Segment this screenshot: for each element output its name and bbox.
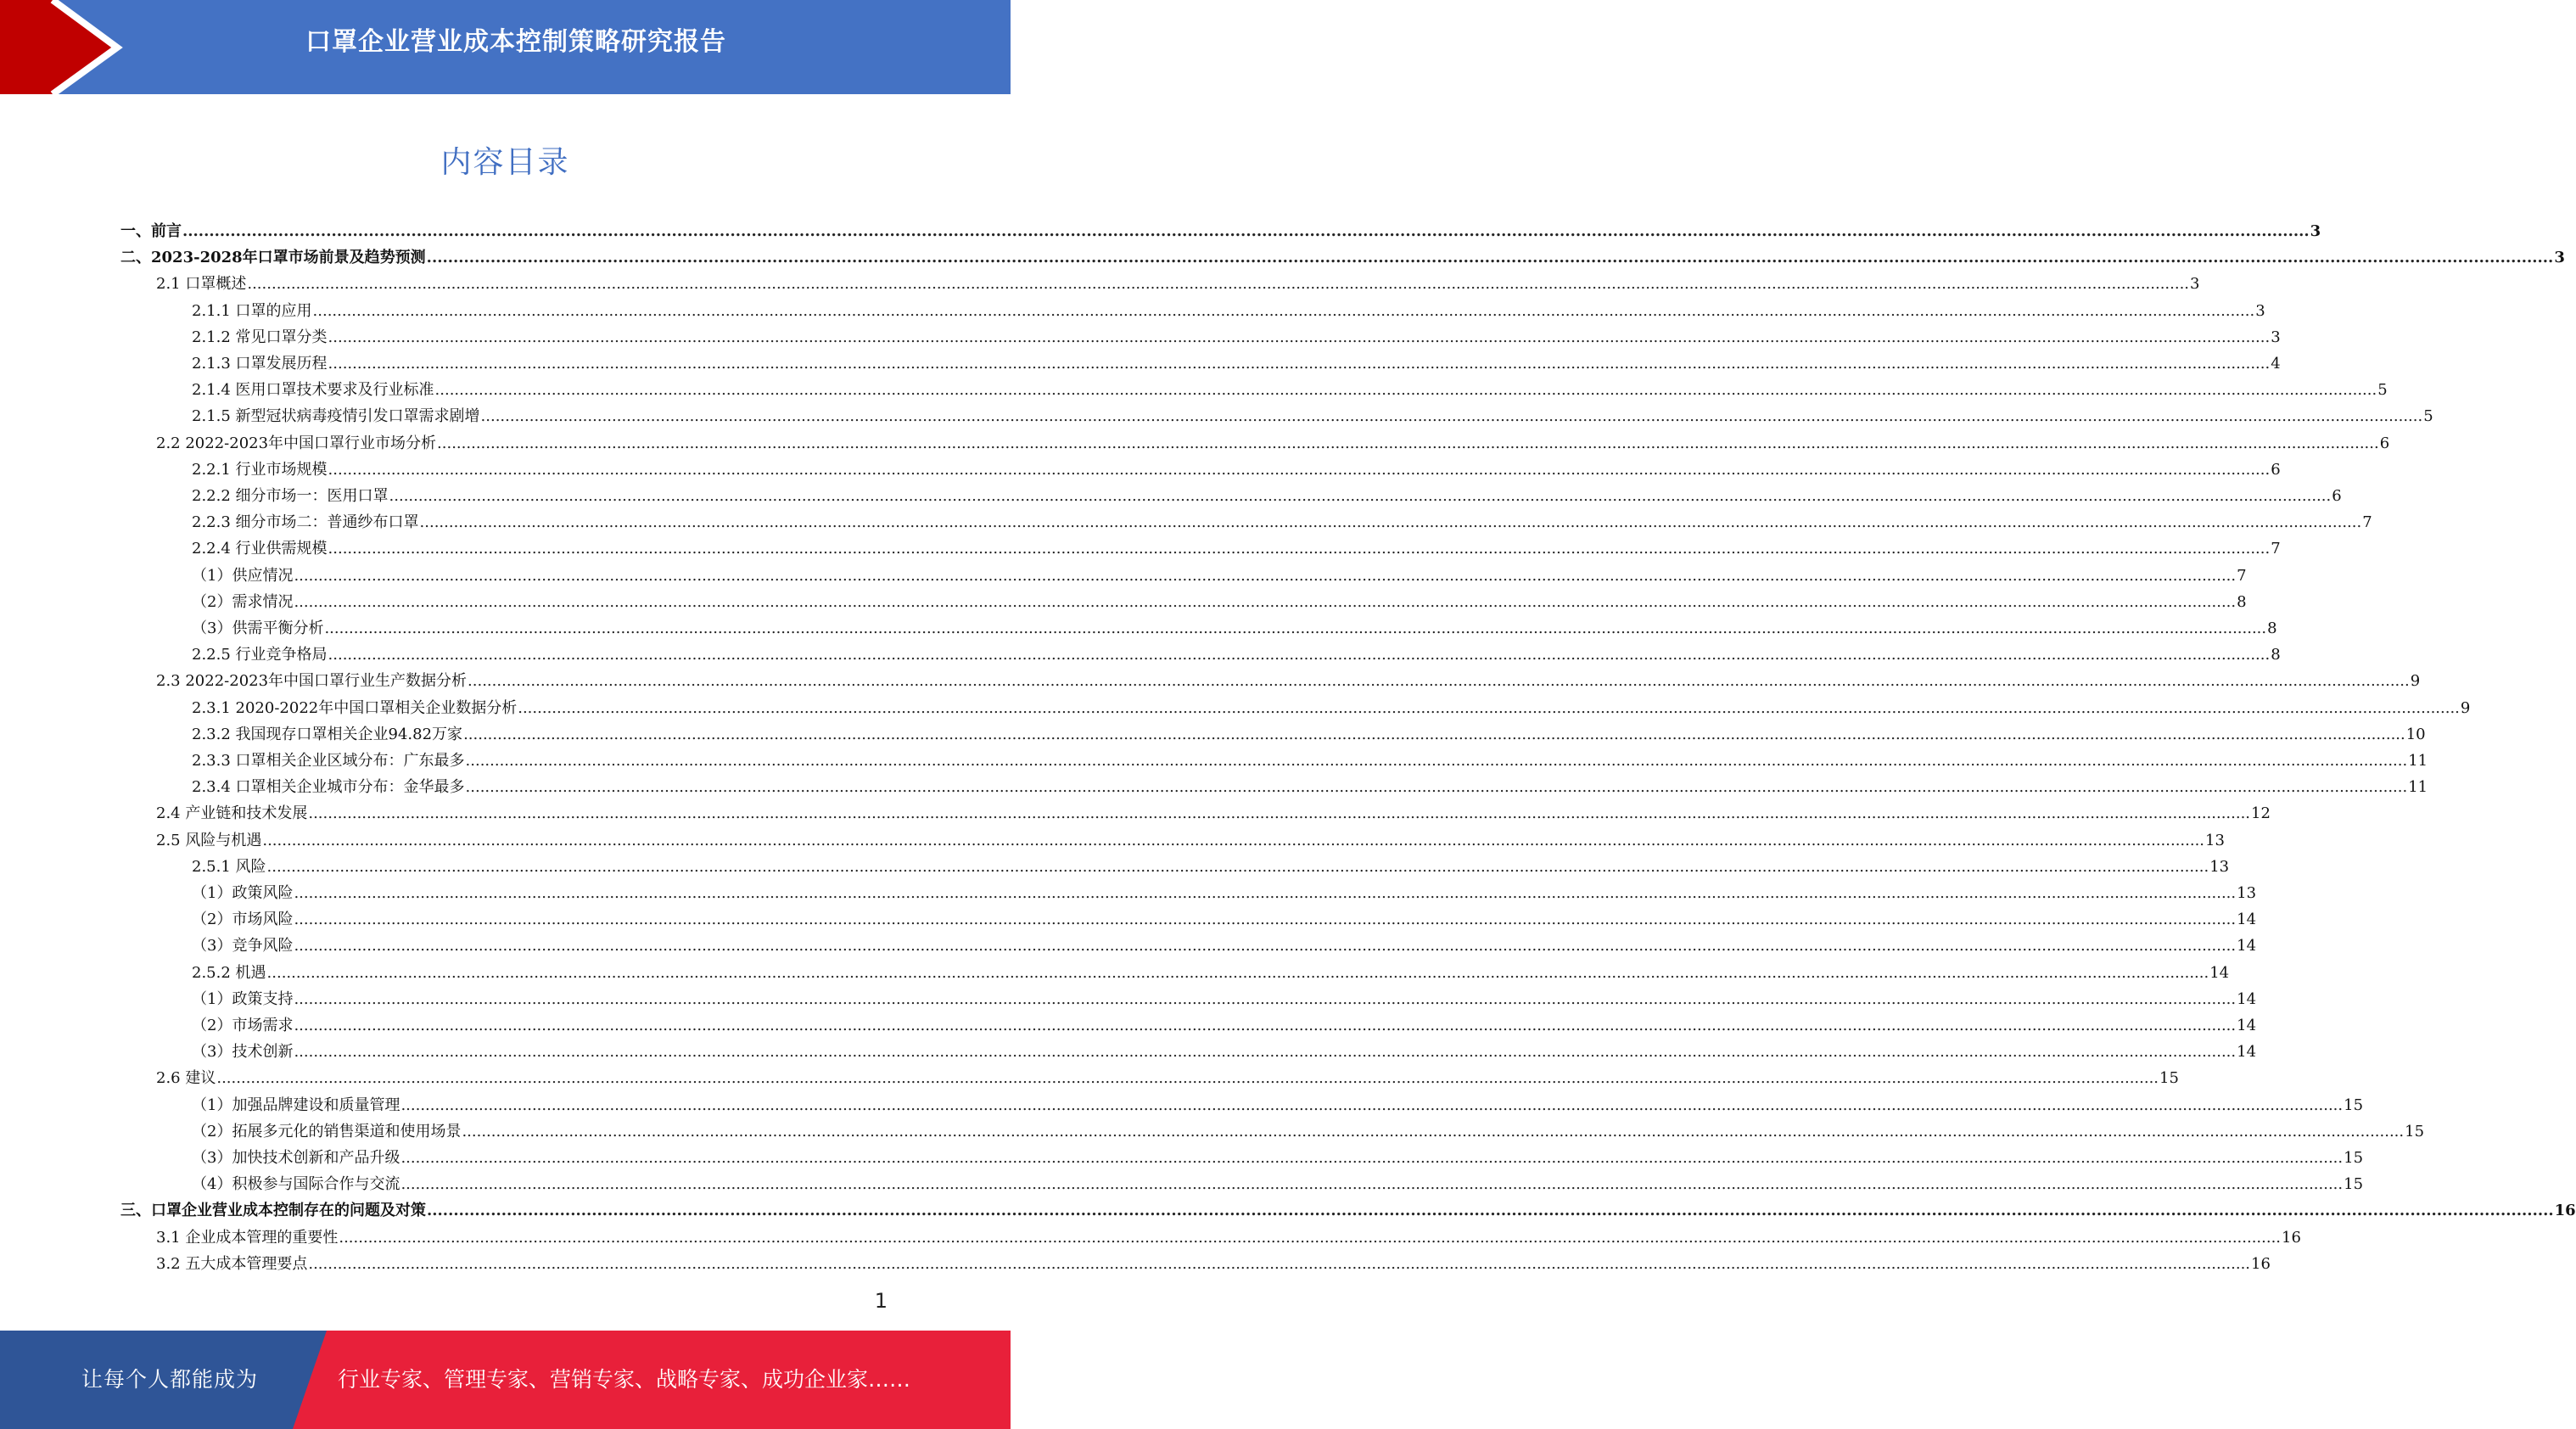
toc-leader-dots: ................................................................................................................................................................................................................................................................................................................................................................................................................: [437, 434, 2379, 452]
toc-entry-page: 6: [2271, 460, 2281, 479]
toc-entry-page: 14: [2237, 1017, 2257, 1034]
toc-entry-page: 15: [2344, 1149, 2364, 1167]
toc-leader-dots: ................................................................................................................................................................................................................................................................................................................................................................................................................: [465, 778, 2408, 797]
toc-entry-page: 8: [2271, 646, 2281, 664]
toc-entry[interactable]: [192, 1036, 2257, 1062]
toc-entry-title: 三、口罩企业营业成本控制存在的问题及对策: [120, 1202, 426, 1220]
toc-entry-title: 一、前言: [120, 222, 182, 240]
toc-entry[interactable]: [120, 1195, 2576, 1220]
toc-entry-page: 16: [2282, 1228, 2301, 1247]
toc-entry[interactable]: [192, 533, 2281, 558]
toc-entry[interactable]: [156, 1248, 2271, 1274]
toc-entry-title: 2.1.2 常见口罩分类: [192, 328, 328, 346]
footer-roles: 行业专家、管理专家、营销专家、战略专家、成功企业家……: [338, 1367, 911, 1392]
toc-entry-title: 2.2.2 细分市场一：医用口罩: [192, 487, 389, 505]
toc-entry-page: 15: [2405, 1122, 2425, 1140]
toc-leader-dots: ................................................................................................................................................................................................................................................................................................................................................................................................................: [182, 222, 2310, 240]
toc-entry-page: 3: [2310, 222, 2321, 240]
toc-entry-page: 13: [2205, 831, 2225, 849]
toc-leader-dots: ................................................................................................................................................................................................................................................................................................................................................................................................................: [266, 857, 2209, 876]
toc-entry-title: （2）需求情况: [192, 592, 294, 611]
toc-entry-title: 2.1 口罩概述: [156, 275, 247, 294]
toc-leader-dots: ................................................................................................................................................................................................................................................................................................................................................................................................................: [312, 301, 2255, 320]
toc-entry[interactable]: [192, 1090, 2364, 1115]
toc-entry-page: 14: [2237, 989, 2257, 1008]
toc-entry-title: 2.4 产业链和技术发展: [156, 804, 308, 823]
page-number: 1: [874, 1289, 888, 1313]
toc-entry-title: 2.5 风险与机遇: [156, 831, 262, 849]
toc-entry-title: （3）加快技术创新和产品升级: [192, 1149, 400, 1167]
toc-leader-dots: ................................................................................................................................................................................................................................................................................................................................................................................................................: [462, 1122, 2405, 1140]
toc-entry-title: （2）市场需求: [192, 1017, 294, 1034]
toc-entry-title: 3.2 五大成本管理要点: [156, 1254, 308, 1273]
toc-entry-page: 13: [2237, 884, 2257, 902]
toc-entry-page: 15: [2159, 1069, 2179, 1088]
toc-entry[interactable]: [192, 507, 2372, 532]
toc-entry-page: 12: [2251, 804, 2271, 823]
toc-leader-dots: ................................................................................................................................................................................................................................................................................................................................................................................................................: [339, 1228, 2282, 1247]
toc-entry-title: 2.1.4 医用口罩技术要求及行业标准: [192, 381, 434, 400]
toc-entry-page: 14: [2209, 963, 2230, 982]
toc-entry-title: 2.3 2022-2023年中国口罩行业生产数据分析: [156, 672, 468, 691]
toc-entry-page: 15: [2344, 1096, 2364, 1114]
toc-leader-dots: ................................................................................................................................................................................................................................................................................................................................................................................................................: [294, 937, 2237, 955]
toc-leader-dots: ................................................................................................................................................................................................................................................................................................................................................................................................................: [328, 460, 2271, 479]
toc-entry-page: 7: [2271, 540, 2281, 558]
toc-entry-page: 11: [2408, 778, 2428, 797]
toc-entry-page: 7: [2362, 513, 2372, 532]
toc-entry-title: 2.2.5 行业竞争格局: [192, 646, 328, 664]
toc-entry[interactable]: [192, 930, 2257, 955]
toc-leader-dots: ................................................................................................................................................................................................................................................................................................................................................................................................................: [294, 1017, 2237, 1034]
toc-entry-title: 2.6 建议: [156, 1069, 216, 1088]
toc-leader-dots: ................................................................................................................................................................................................................................................................................................................................................................................................................: [328, 355, 2271, 373]
toc-leader-dots: ................................................................................................................................................................................................................................................................................................................................................................................................................: [434, 381, 2377, 400]
toc-leader-dots: ................................................................................................................................................................................................................................................................................................................................................................................................................: [426, 249, 2554, 267]
toc-entry-title: 2.2.3 细分市场二：普通纱布口罩: [192, 513, 419, 532]
toc-entry-page: 13: [2209, 857, 2230, 876]
toc-entry-title: （3）竞争风险: [192, 937, 294, 955]
toc-entry-title: 2.5.2 机遇: [192, 963, 266, 982]
toc-entry[interactable]: [156, 1062, 2179, 1088]
toc-entry[interactable]: [156, 428, 2390, 453]
toc-leader-dots: ................................................................................................................................................................................................................................................................................................................................................................................................................: [247, 275, 2190, 294]
toc-leader-dots: ................................................................................................................................................................................................................................................................................................................................................................................................................: [324, 619, 2267, 637]
toc-entry-title: 2.1.5 新型冠状病毒疫情引发口罩需求剧增: [192, 407, 480, 426]
toc-leader-dots: ................................................................................................................................................................................................................................................................................................................................................................................................................: [463, 725, 2405, 743]
toc-entry[interactable]: [120, 242, 2565, 267]
toc-entry[interactable]: [156, 268, 2200, 294]
toc-entry-title: （4）积极参与国际合作与交流: [192, 1175, 400, 1194]
toc-entry[interactable]: [192, 560, 2247, 586]
toc-leader-dots: ................................................................................................................................................................................................................................................................................................................................................................................................................: [308, 804, 2251, 823]
toc-leader-dots: ................................................................................................................................................................................................................................................................................................................................................................................................................: [518, 698, 2460, 717]
toc-entry[interactable]: [192, 771, 2428, 797]
toc-entry[interactable]: [192, 957, 2230, 983]
toc-entry-page: 4: [2271, 355, 2281, 373]
toc-leader-dots: ................................................................................................................................................................................................................................................................................................................................................................................................................: [294, 911, 2237, 929]
toc-entry[interactable]: [192, 904, 2257, 929]
toc-leader-dots: ................................................................................................................................................................................................................................................................................................................................................................................................................: [294, 566, 2237, 585]
toc-entry-page: 10: [2405, 725, 2426, 743]
toc-entry-page: 7: [2237, 566, 2247, 585]
toc-entry[interactable]: [192, 692, 2471, 718]
toc-leader-dots: ................................................................................................................................................................................................................................................................................................................................................................................................................: [400, 1149, 2344, 1167]
toc-entry[interactable]: [156, 1222, 2301, 1247]
toc-entry[interactable]: [192, 1168, 2364, 1194]
toc-leader-dots: ................................................................................................................................................................................................................................................................................................................................................................................................................: [294, 1043, 2237, 1062]
toc-entry-title: （3）技术创新: [192, 1043, 294, 1062]
toc-entry-title: 2.3.4 口罩相关企业城市分布：金华最多: [192, 778, 465, 797]
toc-entry[interactable]: [192, 745, 2428, 771]
toc-entry-page: 16: [2554, 1202, 2576, 1220]
toc-entry[interactable]: [192, 322, 2281, 347]
toc-entry-title: （1）政策支持: [192, 989, 294, 1008]
toc-entry-title: 2.1.1 口罩的应用: [192, 301, 312, 320]
toc-entry[interactable]: [192, 639, 2281, 664]
toc-entry[interactable]: [192, 586, 2247, 612]
toc-entry-page: 5: [2423, 407, 2433, 426]
toc-entry-title: 2.3.2 我国现存口罩相关企业94.82万家: [192, 725, 463, 743]
toc-leader-dots: ................................................................................................................................................................................................................................................................................................................................................................................................................: [480, 407, 2423, 426]
toc-entry-title: （2）市场风险: [192, 911, 294, 929]
toc-entry-page: 9: [2410, 672, 2421, 691]
toc-entry-page: 8: [2267, 619, 2277, 637]
toc-leader-dots: ................................................................................................................................................................................................................................................................................................................................................................................................................: [400, 1175, 2344, 1194]
toc-entry[interactable]: [192, 1010, 2257, 1035]
toc-leader-dots: ................................................................................................................................................................................................................................................................................................................................................................................................................: [328, 540, 2271, 558]
toc-entry-title: 3.1 企业成本管理的重要性: [156, 1228, 339, 1247]
page-footer: [0, 1331, 1011, 1429]
toc-entry-page: 14: [2237, 1043, 2257, 1062]
toc-entry-page: 5: [2377, 381, 2388, 400]
toc-entry-title: 2.3.3 口罩相关企业区域分布：广东最多: [192, 752, 465, 770]
toc-entry-title: 2.2.1 行业市场规模: [192, 460, 328, 479]
footer-slogan: 让每个人都能成为: [81, 1367, 258, 1392]
toc-entry-title: （1）政策风险: [192, 884, 294, 902]
toc-entry-page: 9: [2460, 698, 2471, 717]
toc-entry[interactable]: [192, 348, 2281, 373]
toc-entry-page: 14: [2237, 937, 2257, 955]
toc-entry[interactable]: [192, 613, 2277, 638]
toc-leader-dots: ................................................................................................................................................................................................................................................................................................................................................................................................................: [328, 646, 2271, 664]
toc-entry-page: 14: [2237, 911, 2257, 929]
report-title: 口罩企业营业成本控制策略研究报告: [305, 27, 726, 57]
toc-entry-title: （2）拓展多元化的销售渠道和使用场景: [192, 1122, 462, 1140]
toc-leader-dots: ................................................................................................................................................................................................................................................................................................................................................................................................................: [294, 989, 2237, 1008]
toc-leader-dots: ................................................................................................................................................................................................................................................................................................................................................................................................................: [427, 1202, 2554, 1220]
toc-entry-page: 3: [2190, 275, 2200, 294]
toc-entry[interactable]: [156, 825, 2225, 850]
toc-entry[interactable]: [192, 374, 2388, 400]
toc-leader-dots: ................................................................................................................................................................................................................................................................................................................................................................................................................: [216, 1069, 2159, 1088]
toc-leader-dots: ................................................................................................................................................................................................................................................................................................................................................................................................................: [400, 1096, 2344, 1114]
toc-entry-title: 2.5.1 风险: [192, 857, 266, 876]
toc-entry-page: 16: [2251, 1254, 2271, 1273]
toc-entry-title: 2.2 2022-2023年中国口罩行业市场分析: [156, 434, 437, 452]
toc-entry-title: 2.1.3 口罩发展历程: [192, 355, 328, 373]
toc-entry[interactable]: [192, 1116, 2425, 1141]
toc-entry-title: （3）供需平衡分析: [192, 619, 324, 637]
toc-leader-dots: ................................................................................................................................................................................................................................................................................................................................................................................................................: [262, 831, 2205, 849]
toc-leader-dots: ................................................................................................................................................................................................................................................................................................................................................................................................................: [308, 1254, 2251, 1273]
toc-leader-dots: ................................................................................................................................................................................................................................................................................................................................................................................................................: [328, 328, 2271, 346]
toc-entry[interactable]: [192, 480, 2342, 506]
toc-entry[interactable]: [192, 1142, 2364, 1168]
toc-entry[interactable]: [192, 454, 2281, 479]
toc-entry-page: 6: [2332, 487, 2342, 505]
toc-entry-title: 二、2023-2028年口罩市场前景及趋势预测: [120, 249, 426, 267]
toc-leader-dots: ................................................................................................................................................................................................................................................................................................................................................................................................................: [468, 672, 2410, 691]
page-header: [0, 0, 1011, 94]
toc-entry[interactable]: [120, 216, 2321, 241]
toc-heading: 内容目录: [440, 145, 570, 180]
toc-entry[interactable]: [192, 295, 2265, 321]
toc-entry[interactable]: [192, 719, 2426, 744]
toc-entry-title: 2.2.4 行业供需规模: [192, 540, 328, 558]
toc-leader-dots: ................................................................................................................................................................................................................................................................................................................................................................................................................: [294, 592, 2237, 611]
toc-entry-page: 8: [2237, 592, 2247, 611]
toc-entry-title: （1）供应情况: [192, 566, 294, 585]
toc-entry-page: 3: [2271, 328, 2281, 346]
toc-entry-title: 2.3.1 2020-2022年中国口罩相关企业数据分析: [192, 698, 518, 717]
toc-leader-dots: ................................................................................................................................................................................................................................................................................................................................................................................................................: [294, 884, 2237, 902]
toc-entry[interactable]: [192, 877, 2257, 903]
toc-entry-page: 3: [2554, 249, 2565, 267]
toc-leader-dots: ................................................................................................................................................................................................................................................................................................................................................................................................................: [266, 963, 2209, 982]
toc-entry[interactable]: [192, 851, 2230, 877]
toc-leader-dots: ................................................................................................................................................................................................................................................................................................................................................................................................................: [465, 752, 2408, 770]
toc-entry-page: 11: [2408, 752, 2428, 770]
toc-leader-dots: ................................................................................................................................................................................................................................................................................................................................................................................................................: [419, 513, 2362, 532]
toc-entry-title: （1）加强品牌建设和质量管理: [192, 1096, 400, 1114]
toc-entry[interactable]: [192, 401, 2433, 426]
toc-leader-dots: ................................................................................................................................................................................................................................................................................................................................................................................................................: [389, 487, 2332, 505]
toc-entry[interactable]: [192, 983, 2257, 1009]
toc-entry-page: 15: [2344, 1175, 2364, 1194]
toc-entry[interactable]: [156, 798, 2271, 823]
toc-entry-page: 3: [2255, 301, 2265, 320]
toc-entry-page: 6: [2379, 434, 2390, 452]
toc-entry[interactable]: [156, 665, 2421, 691]
